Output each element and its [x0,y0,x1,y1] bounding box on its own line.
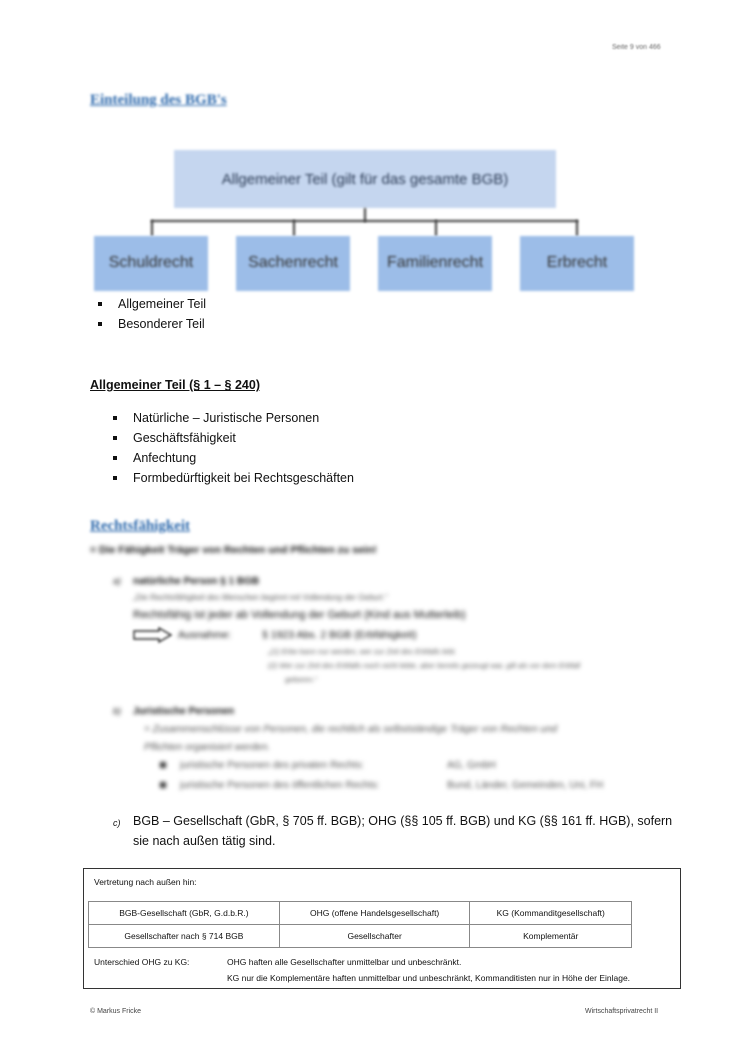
diagram-box-sachenrecht: Sachenrecht [236,236,350,291]
item-marker-b: b) [113,706,122,716]
natuerliche-person-title: natürliche Person § 1 BGB [133,576,260,587]
item-marker-c: c) [113,818,121,828]
page-number: Seite 9 von 466 [612,44,661,51]
connector-line [576,220,578,236]
allgemeiner-teil-list [111,408,354,488]
natuerliche-person-quote: „Die Rechtsfähigkeit des Menschen beginnt mit Vollendung der Geburt.“ [133,593,388,602]
exception-label: Ausnahme: [178,629,232,641]
list-item: Natürliche – Juristische Personen [111,408,354,428]
erbfaehigkeit-quote-2: (2) Wer zur Zeit des Erbfalls noch nicht lebte, aber bereits gezeugt war, gilt als vor dem Erbfall [268,661,581,670]
diff-line-2: KG nur die Komplementäre haften unmittelbar und unbeschränkt, Kommanditisten nur in Höhe der Einlage. [227,973,631,983]
diagram-box-erbrecht: Erbrecht [520,236,634,291]
oeffentliches-recht-label: juristische Personen des öffentlichen Rechts: [180,780,380,791]
table-header-cell: OHG (offene Handelsgesellschaft) [279,902,470,925]
table-cell: Gesellschafter [279,925,470,948]
table-title: Vertretung nach außen hin: [94,877,197,887]
diff-line-1: OHG haften alle Gesellschafter unmittelbar und unbeschränkt. [227,957,462,967]
gesellschaft-line-2: sie nach außen tätig sind. [133,834,276,848]
bullet [160,782,166,788]
table-cell: Komplementär [470,925,632,948]
table-header-cell: KG (Kommanditgesellschaft) [470,902,632,925]
item-marker-a: a) [113,576,122,586]
list-item: Anfechtung [111,448,354,468]
diagram-top-box: Allgemeiner Teil (gilt für das gesamte BGB) [174,150,556,208]
connector-line [435,220,437,236]
connector-line [293,220,295,236]
connector-line [151,220,153,236]
list-item: Allgemeiner Teil [96,294,206,314]
table-cell: Gesellschafter nach § 714 BGB [89,925,280,948]
rechtsfaehigkeit-definition: = Die Fähigkeit Träger von Rechten und Pflichten zu sein! [90,544,377,556]
schuldrecht-list [96,294,206,334]
diff-label: Unterschied OHG zu KG: [94,957,190,967]
erbfaehigkeit-quote-1: „(1) Erbe kann nur werden, wer zur Zeit des Erbfalls lebt. [268,647,457,656]
oeffentliches-recht-value: Bund, Länder, Gemeinden, Uni, FH [447,780,604,791]
vertretung-table-box [83,868,681,989]
footer-copyright: © Markus Fricke [90,1008,142,1015]
vertretung-table [88,901,632,948]
footer-course: Wirtschaftsprivatrecht II [585,1008,659,1015]
arrow-right-icon [133,627,173,643]
section-heading-rechtsfaehigkeit: Rechtsfähigkeit [90,518,190,534]
section-title-allgemeiner-teil: Allgemeiner Teil (§ 1 – § 240) [90,378,260,392]
diagram-box-schuldrecht: Schuldrecht [94,236,208,291]
bullet [160,762,166,768]
connector-line [151,220,578,222]
exception-text: § 1923 Abs. 2 BGB (Erbfähigkeit) [262,629,417,641]
gesellschaft-line-1: BGB – Gesellschaft (GbR, § 705 ff. BGB); OHG (§§ 105 ff. BGB) und KG (§§ 161 ff. HGB), sofern [133,814,673,828]
list-item: Geschäftsfähigkeit [111,428,354,448]
table-header-cell: BGB-Gesellschaft (GbR, G.d.b.R.) [89,902,280,925]
list-item: Besonderer Teil [96,314,206,334]
juristische-personen-def-1: = Zusammenschlüsse von Personen, die rechtlich als selbstständige Träger von Rechten und [144,724,558,735]
list-item: Formbedürftigkeit bei Rechtsgeschäften [111,468,354,488]
juristische-personen-title: Juristische Personen [133,706,235,717]
juristische-personen-def-2: Pflichten organisiert werden. [144,742,271,753]
table-row [89,902,632,925]
privates-recht-value: AG, GmbH [447,760,496,771]
page-heading: Einteilung des BGB's [90,92,227,108]
table-row [89,925,632,948]
natuerliche-person-text: Rechtsfähig ist jeder ab Vollendung der Geburt (Kind aus Mutterleib) [133,609,466,621]
diagram-box-familienrecht: Familienrecht [378,236,492,291]
privates-recht-label: juristische Personen des privaten Rechts: [180,760,364,771]
erbfaehigkeit-quote-3: geboren.“ [285,675,318,684]
